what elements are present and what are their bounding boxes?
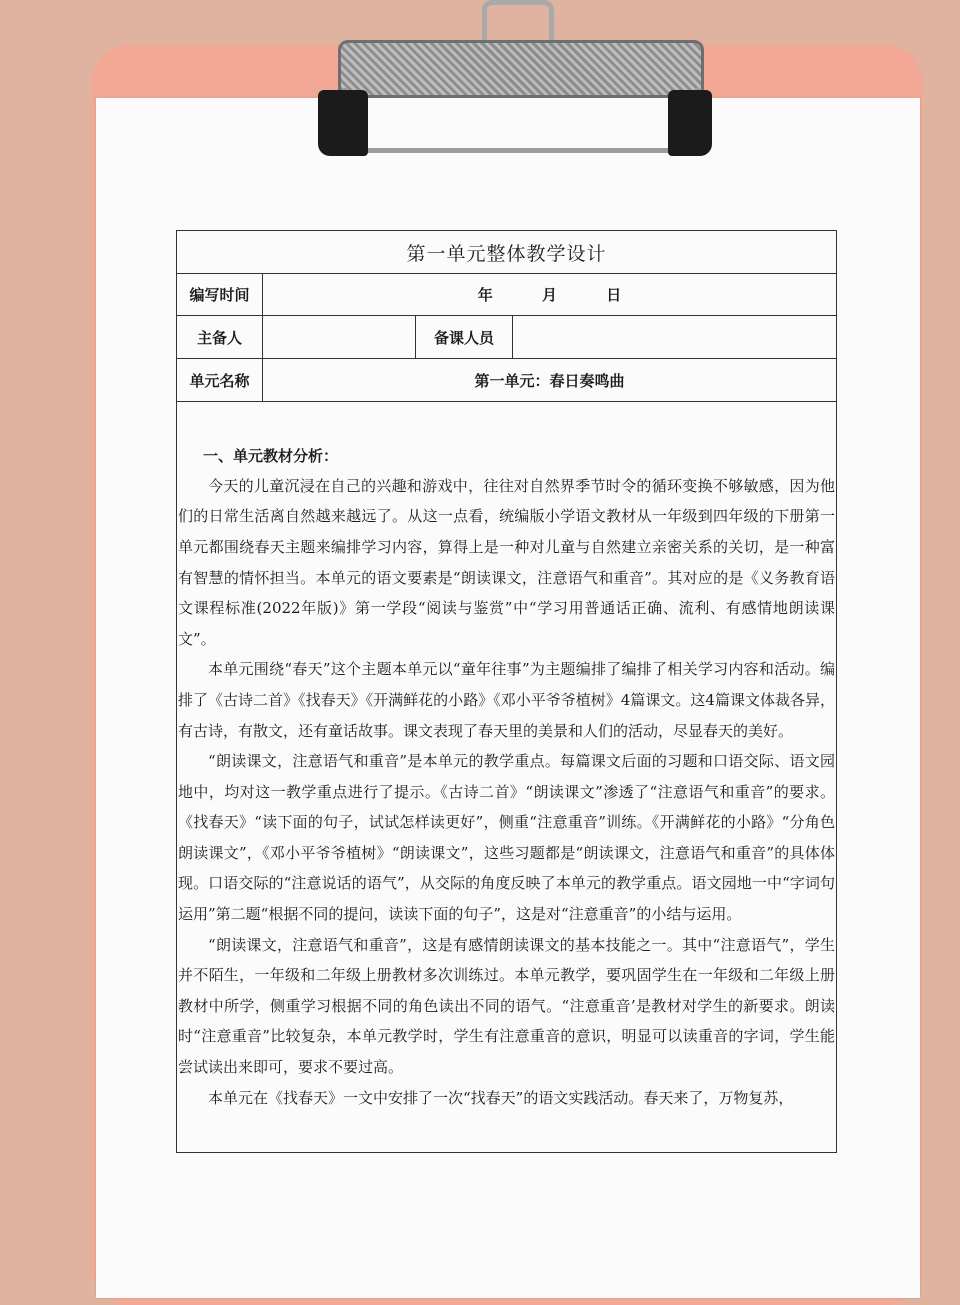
date-year: 年 [477, 286, 493, 304]
lead-value[interactable] [263, 316, 416, 359]
date-label: 编写时间 [177, 274, 263, 316]
form-title: 第一单元整体教学设计 [177, 231, 837, 274]
date-month: 月 [542, 286, 558, 304]
analysis-body [177, 402, 837, 1153]
section-heading: 一、单元教材分析： [203, 446, 339, 465]
paragraph: 今天的儿童沉浸在自己的兴趣和游戏中，往往对自然界季节时令的循环变换不够敏感，因为他们的日常生活离自然越来越远了。从这一点看，统编版小学语文教材从一年级到四年级的下册第一单元都围绕春天主题来编排学习内容，算得上是一种对儿童与自然建立亲密关系的关切，是一种富有智慧的情怀担当。本单元的语文要素是“朗读课文，注意语气和重音”。其对应的是《义务教育语文课程标准(2022年版)》第一学段“阅读与鉴赏”中“学习用普通话正确、流利、有感情地朗读课文”。 [178, 476, 836, 648]
paragraph: 本单元在《找春天》一文中安排了一次“找春天”的语文实践活动。春天来了，万物复苏， [208, 1088, 794, 1107]
unit-name-value[interactable]: 第一单元：春日奏鸣曲 [263, 359, 837, 402]
date-day: 日 [606, 286, 622, 304]
staff-value[interactable] [513, 316, 837, 359]
paragraph: “朗读课文，注意语气和重音”是本单元的教学重点。每篇课文后面的习题和口语交际、语文园地中，均对这一教学重点进行了提示。《古诗二首》“朗读课文”渗透了“注意语气和重音”的要求。《找春天》“读下面的句子，试试怎样读更好”，侧重“注意重音”训练。《开满鲜花的小路》“分角色朗读课文”，《邓小平爷爷植树》“朗读课文”，这些习题都是“朗读课文，注意语气和重音”的具体体现。口语交际的“注意说话的语气”，从交际的角度反映了本单元的教学重点。语文园地一中“字词句运用”第二题“根据不同的提问，读读下面的句子”，这是对“注意重音”的小结与运用。 [178, 752, 836, 924]
clip-left-foot [318, 90, 368, 156]
staff-label: 备课人员 [416, 316, 513, 359]
paragraph: 本单元围绕“春天”这个主题本单元以“童年往事”为主题编排了编排了相关学习内容和活动。编排了《古诗二首》《找春天》《开满鲜花的小路》《邓小平爷爷植树》4篇课文。这4篇课文体裁各异，有古诗，有散文，还有童话故事。课文表现了春天里的美景和人们的活动，尽显春天的美好。 [178, 660, 836, 740]
paragraph: “朗读课文，注意语气和重音”，这是有感情朗读课文的基本技能之一。其中“注意语气”，学生并不陌生，一年级和二年级上册教材多次训练过。本单元教学，要巩固学生在一年级和二年级上册教材中所学，侧重学习根据不同的角色读出不同的语气。“注意重音’是教材对学生的新要求。朗读时“注意重音”比较复杂，本单元教学时，学生有注意重音的意识，明显可以读重音的字词，学生能尝试读出来即可，要求不要过高。 [178, 935, 836, 1077]
unit-label: 单元名称 [177, 359, 263, 402]
lesson-plan-form [176, 230, 837, 1153]
clip-wire [342, 88, 700, 153]
date-field[interactable] [263, 274, 837, 316]
lead-label: 主备人 [177, 316, 263, 359]
clip-right-foot [668, 90, 712, 156]
